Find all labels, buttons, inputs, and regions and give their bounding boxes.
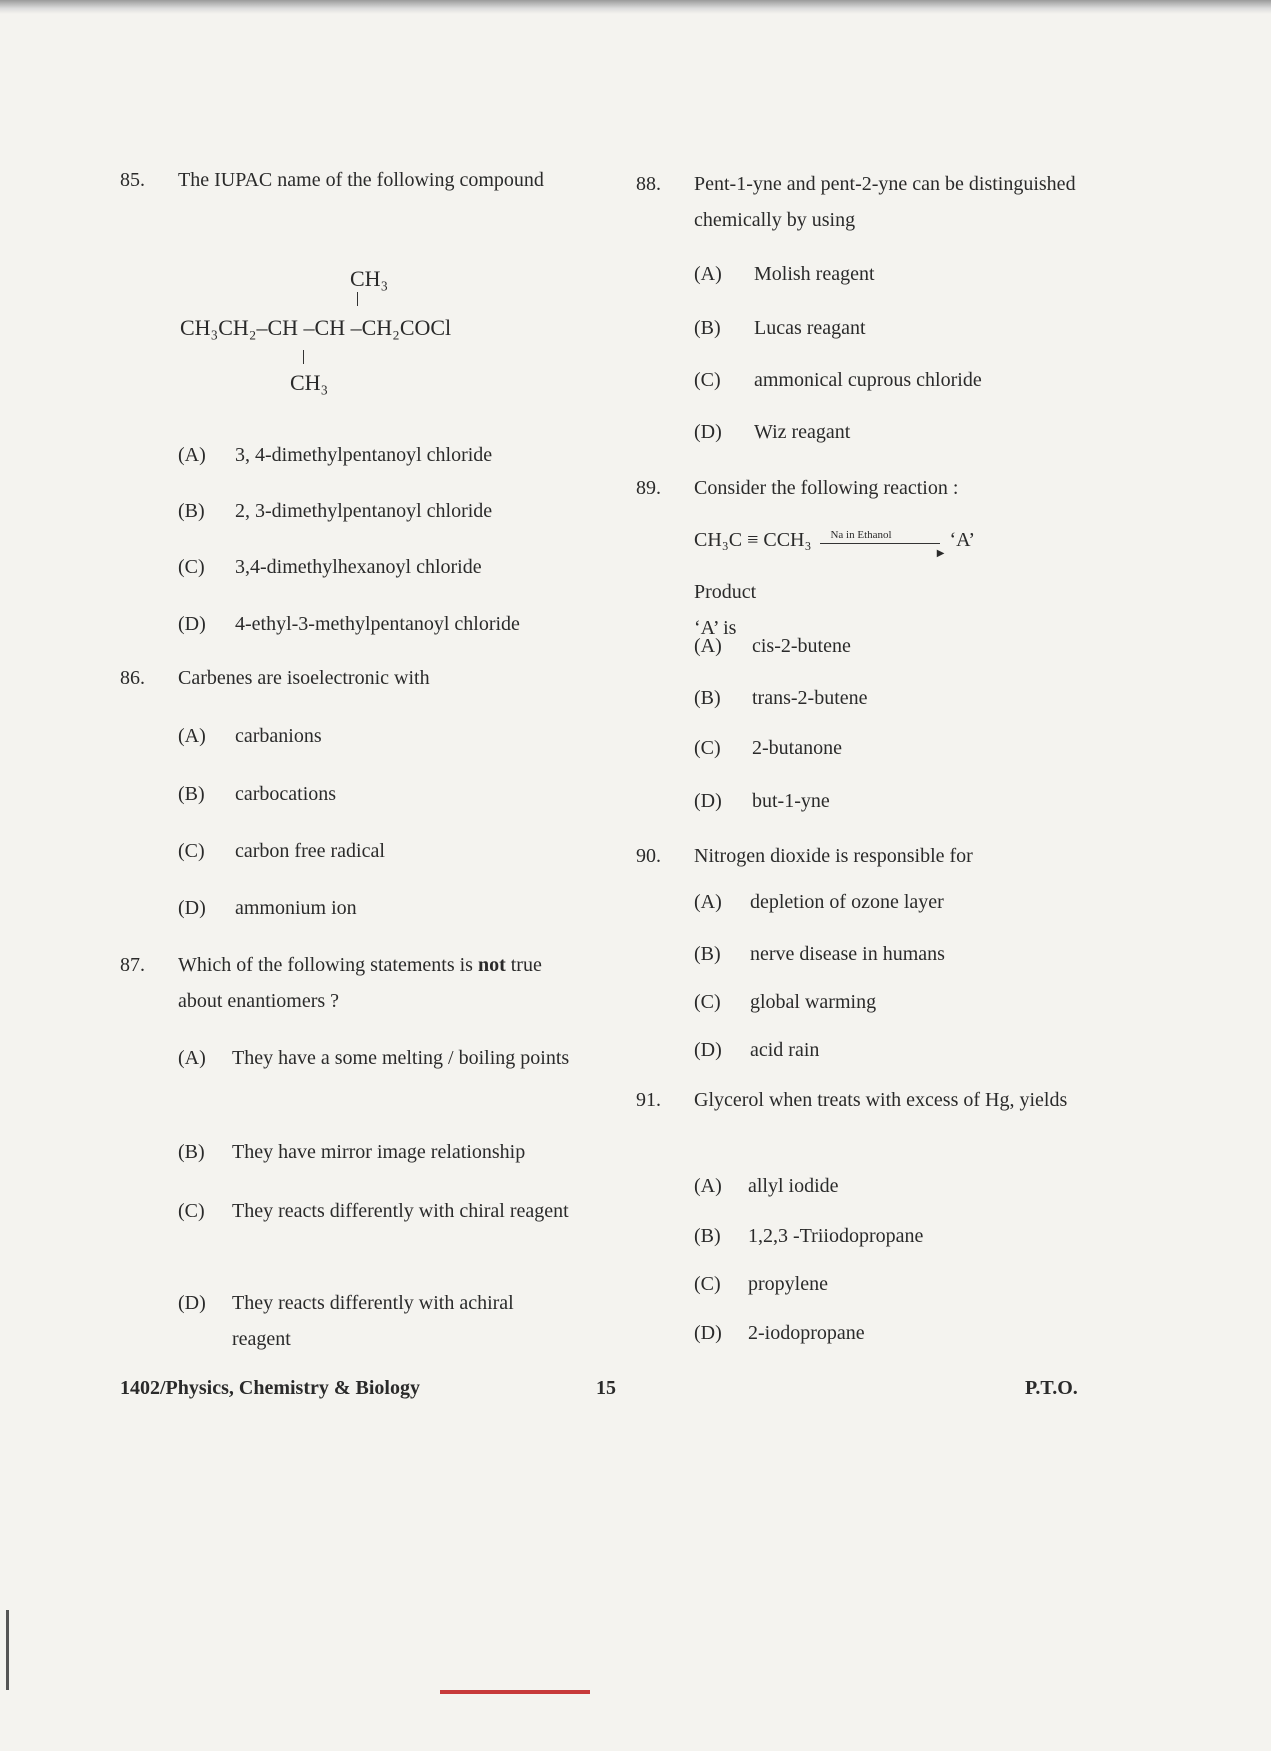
question-number: 88. bbox=[636, 173, 661, 195]
question-text: The IUPAC name of the following compound bbox=[178, 169, 544, 191]
question-text: Carbenes are isoelectronic with bbox=[178, 667, 430, 689]
structure-main-chain: CH₃CH₂–CH –CH –CH₂COCl bbox=[180, 315, 452, 340]
question-number: 90. bbox=[636, 845, 661, 867]
question-text: Nitrogen dioxide is responsible for bbox=[694, 845, 973, 867]
reaction-condition: Na in Ethanol bbox=[830, 528, 892, 541]
question-number: 85. bbox=[120, 169, 145, 191]
structure-top-methyl: CH₃ bbox=[350, 266, 389, 291]
page-edge-mark bbox=[6, 1610, 9, 1690]
reaction-arrow bbox=[820, 528, 945, 559]
reaction-product: ‘A’ bbox=[949, 529, 976, 551]
question-text: Which of the following statements is not true about enantiomers ? bbox=[178, 954, 542, 1012]
structure-bottom-methyl: CH₃ bbox=[290, 370, 329, 395]
top-border bbox=[0, 0, 1271, 14]
bond-line bbox=[303, 350, 304, 364]
question-text: Pent-1-yne and pent-2-yne can be distinguished chemically by using bbox=[694, 173, 1076, 231]
reaction-equation bbox=[694, 522, 975, 558]
footer-pto: P.T.O. bbox=[1025, 1377, 1078, 1399]
question-number: 86. bbox=[120, 667, 145, 689]
question-number: 87. bbox=[120, 954, 145, 976]
footer-paper-code: 1402/Physics, Chemistry & Biology bbox=[120, 1377, 420, 1399]
reactant: CH₃C ≡ CCH₃ bbox=[694, 529, 812, 551]
bond-line bbox=[357, 292, 358, 306]
question-number: 89. bbox=[636, 477, 661, 499]
product-statement: Product ‘A’ is bbox=[694, 581, 757, 639]
arrow-head-icon: ▶ bbox=[936, 547, 945, 559]
question-number: 91. bbox=[636, 1089, 661, 1111]
question-text: Glycerol when treats with excess of Hg, yields bbox=[694, 1089, 1068, 1111]
question-text: Consider the following reaction : bbox=[694, 477, 959, 499]
footer-page-number: 15 bbox=[596, 1377, 616, 1399]
red-mark bbox=[440, 1690, 590, 1694]
